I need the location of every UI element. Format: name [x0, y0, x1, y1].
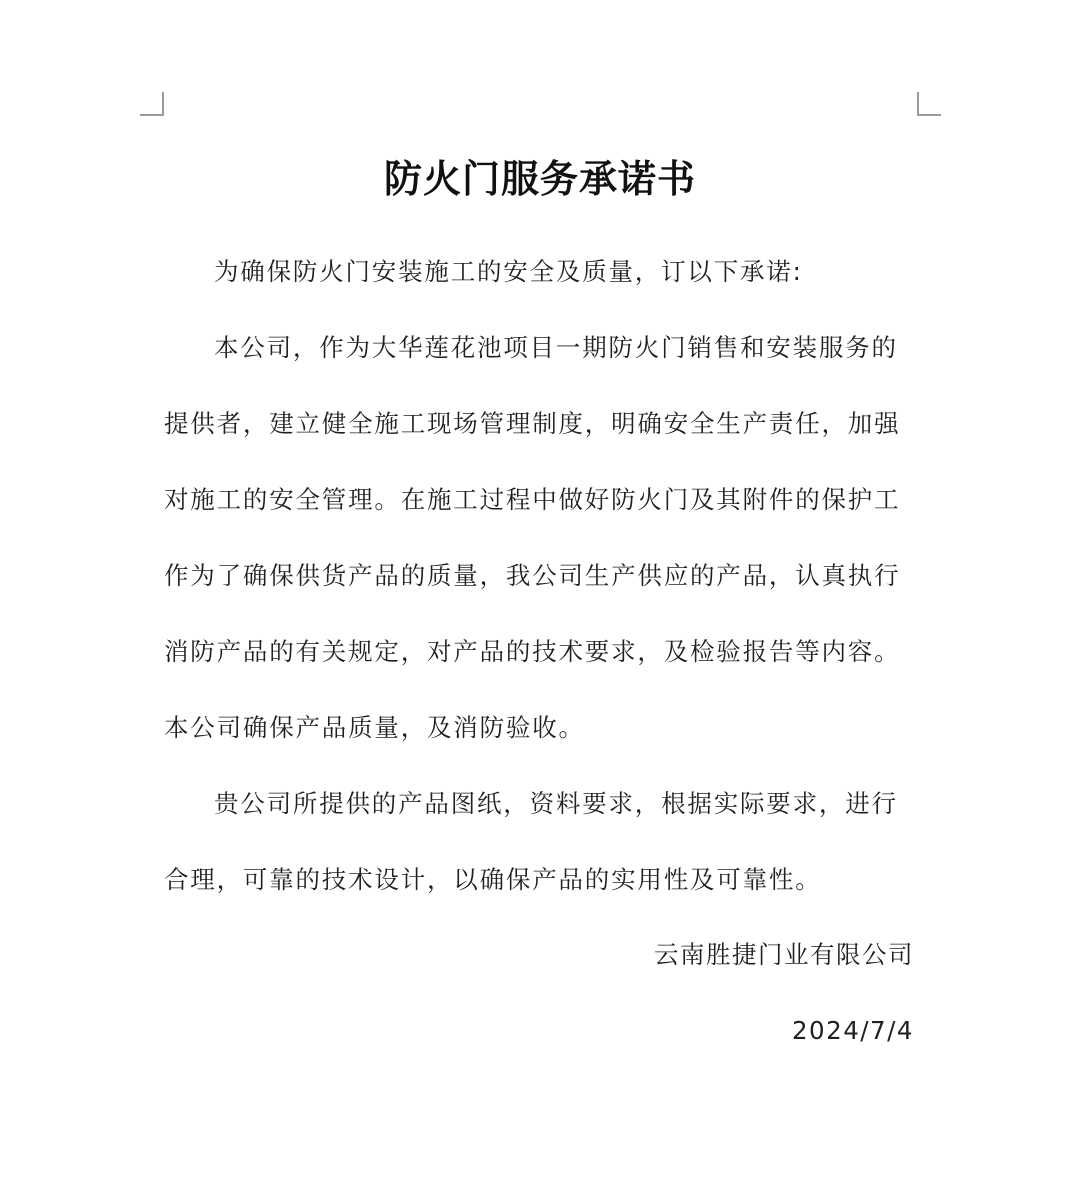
paragraph1-line-6: 本公司确保产品质量，及消防验收。 — [164, 713, 585, 742]
intro-line: 为确保防火门安装施工的安全及质量，订以下承诺: — [214, 257, 803, 286]
paragraph1-line-5: 消防产品的有关规定，对产品的技术要求，及检验报告等内容。 — [164, 637, 901, 666]
paragraph2-line-1: 贵公司所提供的产品图纸，资料要求，根据实际要求，进行 — [214, 789, 898, 818]
paragraph1-line-3: 对施工的安全管理。在施工过程中做好防火门及其附件的保护工 — [164, 485, 901, 514]
paragraph1-line-2: 提供者，建立健全施工现场管理制度，明确安全生产责任，加强 — [164, 409, 901, 438]
paragraph1-line-4: 作为了确保供货产品的质量，我公司生产供应的产品，认真执行 — [164, 561, 901, 590]
paragraph1-line-1: 本公司，作为大华莲花池项目一期防火门销售和安装服务的 — [214, 333, 898, 362]
margin-corner-top-left — [140, 92, 164, 116]
document-title: 防火门服务承诺书 — [383, 157, 696, 201]
paragraph2-line-2: 合理，可靠的技术设计，以确保产品的实用性及可靠性。 — [164, 865, 822, 894]
margin-corner-top-right — [917, 92, 941, 116]
document-date: 2024/7/4 — [791, 1016, 914, 1045]
company-signature: 云南胜捷门业有限公司 — [654, 940, 914, 969]
